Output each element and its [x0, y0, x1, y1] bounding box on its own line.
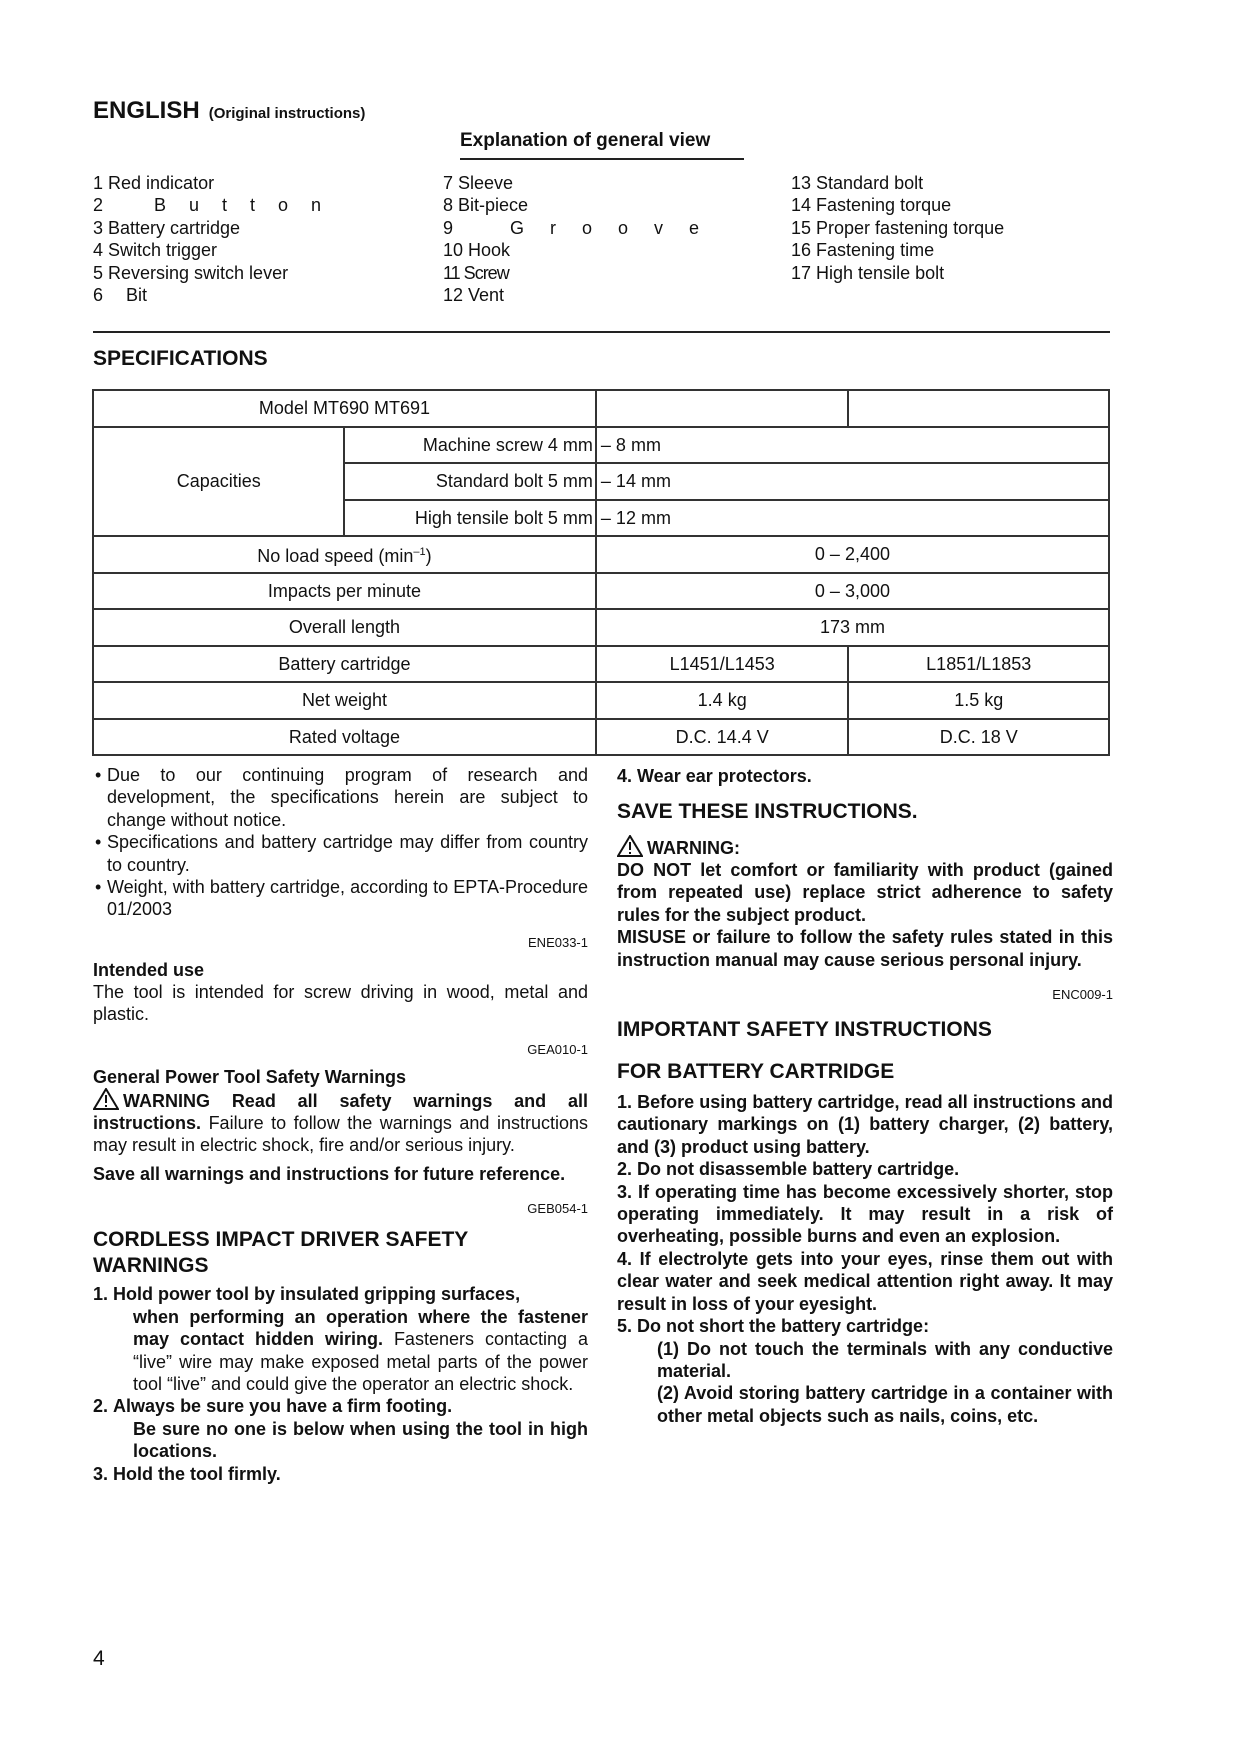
table-row: [93, 646, 1109, 683]
item-text: If operating time has become excessively shorter, stop operating immediately. It may result in a risk of overheating, possible burns and even an explosion.: [617, 1181, 1113, 1247]
doc-code: GEB054-1: [527, 1201, 588, 1217]
general-warning-text: Failure to follow the warnings and instructions may result in electric shock, fire and/or serious injury.: [93, 1113, 588, 1156]
item-bold-cont: when performing an operation where the fastener may contact hidden wiring.: [133, 1306, 588, 1350]
part-item: 11 Screw: [443, 262, 509, 283]
doc-code: ENE033-1: [528, 934, 588, 950]
page-number: 4: [93, 1647, 105, 1670]
subitem-number: (2): [657, 1383, 679, 1404]
item-text: Do not disassemble battery cartridge.: [637, 1159, 960, 1180]
warning-triangle-icon: [617, 835, 643, 857]
item-number: 2.: [93, 1396, 109, 1417]
general-warnings-title: General Power Tool Safety Warnings: [93, 1066, 407, 1087]
item-number: 1.: [617, 1092, 633, 1113]
capacities-cell: Capacities: [93, 427, 344, 537]
battery-item: [617, 1158, 1113, 1180]
item-bold: Hold the tool firmly.: [113, 1463, 281, 1484]
table-row: [93, 536, 1109, 573]
item-text: Fasteners contacting a “live” wire may make exposed metal parts of the power tool “live” and could give the operator an electric shock.: [133, 1329, 588, 1394]
battery-value-a: L1451/L1453: [596, 646, 849, 683]
subitem-text: Avoid storing battery cartridge in a container with other metal objects such as nails, coins, etc.: [657, 1383, 1113, 1426]
voltage-value-b: D.C. 18 V: [848, 719, 1109, 756]
table-row: [93, 719, 1109, 756]
intended-use-title: Intended use: [93, 959, 205, 980]
item-number: 1.: [93, 1284, 109, 1305]
item-text: Do not short the battery cartridge:: [637, 1316, 930, 1337]
battery-subitem: [617, 1338, 1113, 1383]
specifications-title: SPECIFICATIONS: [93, 347, 268, 370]
language-label: ENGLISH: [93, 97, 200, 124]
part-item: 14 Fastening torque: [791, 195, 952, 216]
part-item: 4 Switch trigger: [93, 240, 218, 261]
standard-bolt-value: – 14 mm: [596, 463, 1109, 500]
save-instructions-title: SAVE THESE INSTRUCTIONS.: [617, 800, 918, 823]
battery-label: Battery cartridge: [93, 646, 596, 683]
doc-code: GEA010-1: [527, 1041, 588, 1057]
section-divider: [93, 331, 1110, 333]
parts-list-col3: [791, 172, 1004, 284]
no-load-text: No load speed (min: [257, 546, 414, 567]
part-item: 13 Standard bolt: [791, 173, 924, 193]
intended-use-text: The tool is intended for screw driving in wood, metal and plastic.: [93, 981, 588, 1025]
warning-paragraph: DO NOT let comfort or familiarity with product (gained from repeated use) replace strict adherence to safety rules for the subject product.: [617, 860, 1113, 925]
cordless-safety-title: CORDLESS IMPACT DRIVER SAFETY WARNINGS: [93, 1228, 468, 1278]
model-cell: Model MT690 MT691: [93, 390, 596, 427]
item-bold: Hold power tool by insulated gripping surfaces,: [113, 1284, 521, 1305]
battery-item: [617, 1091, 1113, 1158]
weight-value-a: 1.4 kg: [596, 682, 849, 719]
save-warnings-text: Save all warnings and instructions for future reference.: [93, 1163, 566, 1184]
part-item: 16 Fastening time: [791, 240, 935, 261]
length-label: Overall length: [93, 609, 596, 646]
safety-item: [93, 1395, 588, 1462]
part-item: 1 Red indicator: [93, 173, 215, 193]
high-tensile-value: – 12 mm: [596, 500, 1109, 537]
table-cell: [596, 390, 849, 427]
warning-paragraph: MISUSE or failure to follow the safety rules stated in this instruction manual may cause serious personal injury.: [617, 927, 1113, 970]
weight-value-b: 1.5 kg: [848, 682, 1109, 719]
parts-list-col2: [443, 172, 725, 306]
impacts-value: 0 – 3,000: [596, 573, 1109, 610]
item-text: Before using battery cartridge, read all instructions and cautionary markings on (1) battery charger, (2) battery, and (3) product using battery.: [617, 1092, 1113, 1157]
part-item: 15 Proper fastening torque: [791, 217, 1005, 238]
spec-note: • Due to our continuing program of research and development, the specifications herein are subject to change without notice.: [93, 764, 588, 831]
safety-item: [93, 1463, 588, 1485]
specifications-table: [92, 389, 1110, 756]
battery-value-b: L1851/L1853: [848, 646, 1109, 683]
battery-subitem: [617, 1382, 1113, 1427]
language-note: (Original instructions): [208, 105, 366, 122]
machine-screw-label: Machine screw 4 mm: [344, 427, 595, 464]
table-row: [93, 609, 1109, 646]
item-number: 3.: [617, 1181, 633, 1202]
weight-label: Net weight: [93, 682, 596, 719]
spec-note: • Specifications and battery cartridge may differ from country to country.: [93, 831, 588, 876]
wear-ear-protectors: 4. Wear ear protectors.: [617, 766, 812, 786]
part-item: 9 Groove: [443, 217, 726, 238]
subitem-number: (1): [657, 1338, 679, 1359]
general-view-title: Explanation of general view: [460, 130, 744, 160]
spec-note: • Weight, with battery cartridge, according to EPTA-Procedure 01/2003: [93, 876, 588, 921]
part-item: 7 Sleeve: [443, 173, 514, 193]
item-number: 4.: [617, 1248, 633, 1269]
length-value: 173 mm: [596, 609, 1109, 646]
item-bold: Always be sure you have a firm footing.: [113, 1396, 453, 1417]
item-body: Be sure no one is below when using the tool in high locations.: [133, 1418, 588, 1462]
part-item: 6 Bit: [93, 285, 148, 306]
parts-list-col1: [93, 172, 344, 306]
safety-item: [93, 1283, 588, 1395]
table-row: [93, 390, 1109, 427]
general-warning-paragraph: [93, 1088, 588, 1157]
general-warning-bold: WARNING Read all safety warnings and all instructions.: [93, 1090, 588, 1134]
item-number: 3.: [93, 1463, 109, 1484]
battery-item: [617, 1315, 1113, 1337]
voltage-value-a: D.C. 14.4 V: [596, 719, 849, 756]
language-heading: [93, 97, 366, 125]
table-cell: [848, 390, 1109, 427]
no-load-value: 0 – 2,400: [596, 536, 1109, 573]
battery-item: [617, 1181, 1113, 1248]
warning-heading: [617, 835, 1113, 859]
impacts-label: Impacts per minute: [93, 573, 596, 610]
voltage-label: Rated voltage: [93, 719, 596, 756]
left-column: [93, 764, 588, 1485]
part-item: 3 Battery cartridge: [93, 217, 241, 238]
item-number: 2.: [617, 1159, 633, 1180]
no-load-label: [93, 536, 596, 573]
table-row: [93, 682, 1109, 719]
right-column: [617, 765, 1113, 1427]
item-text: If electrolyte gets into your eyes, rinse them out with clear water and seek medical attention right away. It may result in loss of your eyesight.: [617, 1248, 1113, 1314]
no-load-sup: –1: [413, 546, 426, 559]
part-item: 5 Reversing switch lever: [93, 262, 289, 283]
subitem-text: Do not touch the terminals with any conductive material.: [657, 1338, 1113, 1381]
part-item: 10 Hook: [443, 240, 511, 261]
machine-screw-value: – 8 mm: [596, 427, 1109, 464]
battery-cartridge-title: FOR BATTERY CARTRIDGE: [617, 1060, 895, 1084]
part-item: 17 High tensile bolt: [791, 262, 945, 283]
standard-bolt-label: Standard bolt 5 mm: [344, 463, 595, 500]
part-item: 8 Bit-piece: [443, 195, 529, 216]
table-row: [93, 427, 1109, 464]
table-row: [93, 573, 1109, 610]
warning-label: WARNING:: [647, 838, 740, 858]
item-number: 5.: [617, 1316, 633, 1337]
no-load-close: ): [425, 546, 432, 567]
doc-code: ENC009-1: [1052, 987, 1113, 1003]
high-tensile-label: High tensile bolt 5 mm: [344, 500, 595, 537]
part-item: 12 Vent: [443, 285, 505, 306]
item-body: [93, 1306, 588, 1396]
important-safety-title: IMPORTANT SAFETY INSTRUCTIONS: [617, 1018, 992, 1042]
warning-triangle-icon: [93, 1088, 119, 1110]
battery-item: [617, 1248, 1113, 1315]
part-item: 2 Button: [93, 195, 345, 216]
